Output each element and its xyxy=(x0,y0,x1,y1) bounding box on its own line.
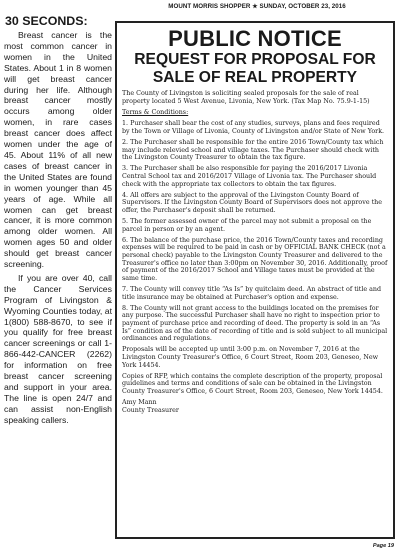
term-item-5: 5. The former assessed owner of the parcel may not submit a proposal on the parcel in person or by an agent. xyxy=(122,218,372,233)
newspaper-masthead: MOUNT MORRIS SHOPPER ★ SUNDAY, OCTOBER 23, 2016 xyxy=(168,3,346,10)
signer-title: County Treasurer xyxy=(122,406,179,414)
notice-body xyxy=(122,90,388,414)
rfp-copies: Copies of RFP, which contains the complete description of the property, proposal guidelines and terms and conditions of sale can be obtained in the Livingston County Treasurer's Office, 6 Court Street, Room 203, Geneseo, New York 14454. xyxy=(122,372,383,395)
term-item-7: 7. The County will convey title “As Is” by quitclaim deed. An abstract of title and title insurance may be obtained at Purchaser's option and expense. xyxy=(122,286,382,301)
term-item-4: 4. All offers are subject to the approval of the Livingston County Board of Supervisors. If the Livingston County Board of Supervisors does not approve the offer, the Purchaser's deposit shall be returned. xyxy=(122,191,382,214)
term-item-1: 1. Purchaser shall bear the cost of any studies, surveys, plans and fees required by the Town or Village of Livonia, County of Livingston and/or State of New York. xyxy=(122,120,385,135)
term-item-8: 8. The County will not grant access to the buildings located on the premises for any purpose. The successful Purchaser shall have no right to inspection prior to payment of purchase price and recording of deed. The property is sold in an “As Is” condition as of the date of recording of title and is sold subject to all municipal ordinances and regulations. xyxy=(122,304,388,343)
notice-title: PUBLIC NOTICE xyxy=(168,26,342,51)
term-item-3: 3. The Purchaser shall be also responsible for paying the 2016/2017 Livonia Central School tax and 2016/2017 Village of Livonia tax. The Purchaser should check with the appropriate tax collectors to obtain the tax figures. xyxy=(122,165,377,188)
page-number: Page 19 xyxy=(372,543,394,549)
signer-name: Amy Mann xyxy=(122,399,157,407)
sidebar-paragraph-2: If you are over 40, call the Cancer Services Program of Livingston & Wyoming Counties today, at 1(800) 588-8670, to see if you qualify for free breast cancer screenings or call 1-866-442-CANCER (2262) for information on free breast cancer screening and support in your area. The line is open 24/7 and can assist non-English speaking callers. xyxy=(4,272,112,425)
term-item-6: 6. The balance of the purchase price, the 2016 Town/County taxes and recording expenses will be required to be paid in cash or by OFFICIAL BANK CHECK (not a personal check) payable to the Livingston County Treasurer and delivered to the Treasurer's office no later than 3:00pm on November 30, 2016. Additionally, proof of payment of the 2016/2017 School and Village taxes must be provided at the same time. xyxy=(122,236,388,282)
term-item-2: 2. The Purchaser shall be responsible for the entire 2016 Town/County tax which may include relevied school and village taxes. The Purchaser should check with the Livingston County Treasurer to obtain the tax figure. xyxy=(122,138,384,162)
sidebar-paragraph-1: Breast cancer is the most common cancer in women in the United States. About 1 in 8 women will get breast cancer during her life. Although breast cancer mostly occurs among older women, in rare cases breast cancer does affect women under the age of 45. About 11% of all new cases of breast cancer in the United States are found in women younger than 45 years of age. While all women can get breast cancer, it is more common among older women. All women ages 50 and older should get breast cancer screening. xyxy=(4,30,112,270)
sidebar-heading: 30 SECONDS: xyxy=(5,14,88,28)
thirty-seconds-column xyxy=(4,14,112,546)
public-notice-box xyxy=(115,21,395,539)
proposal-deadline: Proposals will be accepted up until 3:00 p.m. on November 7, 2016 at the Livingston County Treasurer's Office, 6 Court Street, Room 203, Geneseo, New York 14454. xyxy=(122,346,379,369)
signature-block xyxy=(122,399,388,414)
terms-heading: Terms & Conditions: xyxy=(122,108,189,116)
notice-intro: The County of Livingston is soliciting sealed proposals for the sale of real property located 5 West Avenue, Livonia, New York. (Tax Map No. 75.9-1-15) xyxy=(122,90,370,105)
notice-subtitle: REQUEST FOR PROPOSAL FOR SALE OF REAL PROPERTY xyxy=(134,51,376,86)
